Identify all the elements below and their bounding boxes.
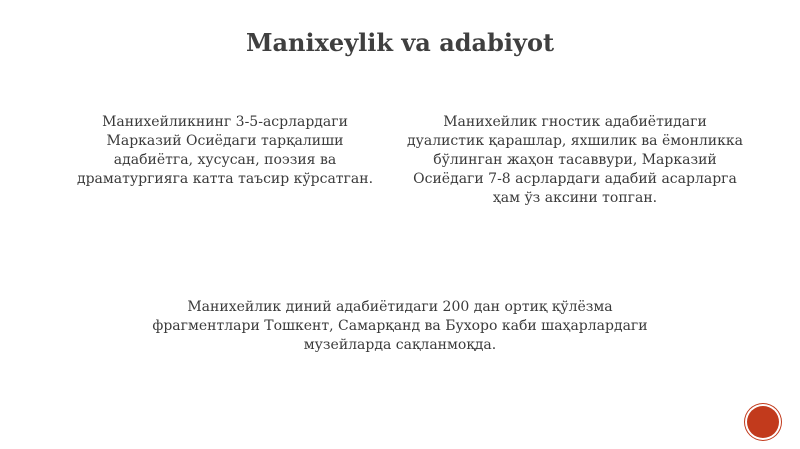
slide-title: Manixeylik va adabiyot xyxy=(245,28,555,57)
text-block-right: Манихейлик гностик адабиётидаги дуалистик қарашлар, яхшилик ва ёмонликка бўлинган жаҳон тасаввури, Марказий Осиёдаги 7-8 асрлардаги адабий асарларга ҳам ўз аксини топган. xyxy=(407,114,743,206)
text-block-left: Манихейликнинг 3-5-асрлардаги Марказий Осиёдаги тарқалиши адабиётга, хусусан, поэзия ва драматургияга катта таъсир кўрсатган. xyxy=(76,114,374,187)
text-block-bottom: Манихейлик диний адабиётидаги 200 дан ортиқ қўлёзма фрагментлари Тошкент, Самарқанд ва Бухоро каби шаҳарлардаги музейларда сақланмоқда. xyxy=(152,299,648,353)
next-slide-button[interactable] xyxy=(747,406,779,438)
